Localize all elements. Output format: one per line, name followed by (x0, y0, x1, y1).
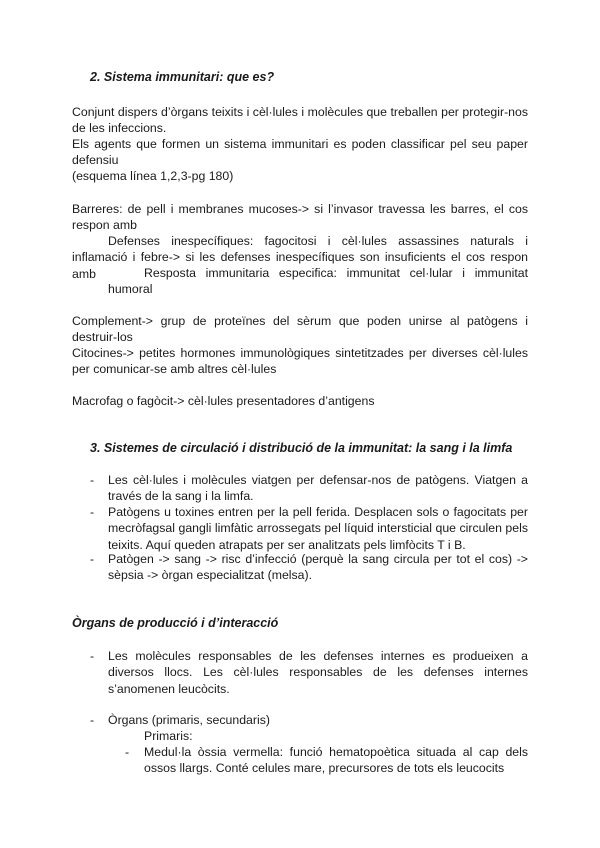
paragraph-citocines: Citocines-> petites hormones immunològiques sintetitzades per diverses cèl·lules per comunicar-se amb altres cèl·lules (72, 346, 528, 377)
bullet-dash: - (90, 505, 95, 519)
section-3-heading: 3. Sistemes de circulació i distribució de la immunitat: la sang i la limfa (90, 441, 513, 455)
paragraph-agents: Els agents que formen un sistema immunitari es poden classificar pel seu paper defensiu (72, 137, 528, 168)
paragraph-defenses-inespecifiques: Defenses inespecífiques: fagocitosi i cèl·lules assassines naturals i inflamació i febre-> si les defenses inespecífiques son insuficients el cos respon amb (72, 234, 528, 281)
list-item-text: Patògen -> sang -> risc d’infecció (perquè la sang circula per tot el cos) -> sèpsia -> òrgan especialitzat (melsa). (108, 552, 528, 583)
section-4-heading: Òrgans de producció i d’interacció (72, 616, 279, 630)
sub-list-item-text: Medul·la òssia vermella: funció hematopoètica situada al cap dels ossos llargs. Conté celules mare, precursores de tots els leucocits (144, 745, 528, 776)
list-item-text: Patògens u toxines entren per la pell ferida. Desplacen sols o fagocitats per mecròfagsal gangli limfàtic arrossegats pel líquid intersticial que circulen pels teixits. Aquí queden atrapats per ser analitzats pels limfòcits T i B. (108, 505, 528, 552)
bullet-dash: - (90, 552, 95, 566)
section-2-heading: 2. Sistema immunitari: que es? (90, 70, 275, 84)
bullet-dash: - (125, 745, 130, 759)
paragraph-definition: Conjunt dispers d’òrgans teixits i cèl·lules i molècules que treballen per protegir-nos de les infeccions. (72, 105, 528, 136)
bullet-dash: - (90, 473, 95, 487)
paragraph-esquema: (esquema línea 1,2,3-pg 180) (72, 169, 234, 183)
paragraph-complement: Complement-> grup de proteïnes del sèrum que poden unirse al patògens i destruir-los (72, 314, 528, 345)
list-item-text: Les molècules responsables de les defenses internes es produeixen a diversos llocs. Les cèl·lules responsables de les defenses internes s’anomenen leucòcits. (108, 649, 528, 696)
paragraph-macrofag: Macrofag o fagòcit-> cèl·lules presentadores d’antigens (72, 394, 375, 408)
bullet-dash: - (90, 713, 95, 727)
list-item-text: Òrgans (primaris, secundaris) (108, 713, 270, 727)
bullet-dash: - (90, 649, 95, 663)
list-item-text: Les cèl·lules i molècules viatgen per defensar-nos de patògens. Viatgen a través de la sang i la limfa. (108, 473, 528, 504)
paragraph-resposta-especifica: Resposta immunitaria especifica: immunitat cel·lular i immunitat humoral (108, 266, 528, 297)
paragraph-barreres: Barreres: de pell i membranes mucoses-> si l’invasor travessa les barres, el cos respon amb (72, 202, 528, 233)
primaris-label: Primaris: (144, 729, 193, 743)
